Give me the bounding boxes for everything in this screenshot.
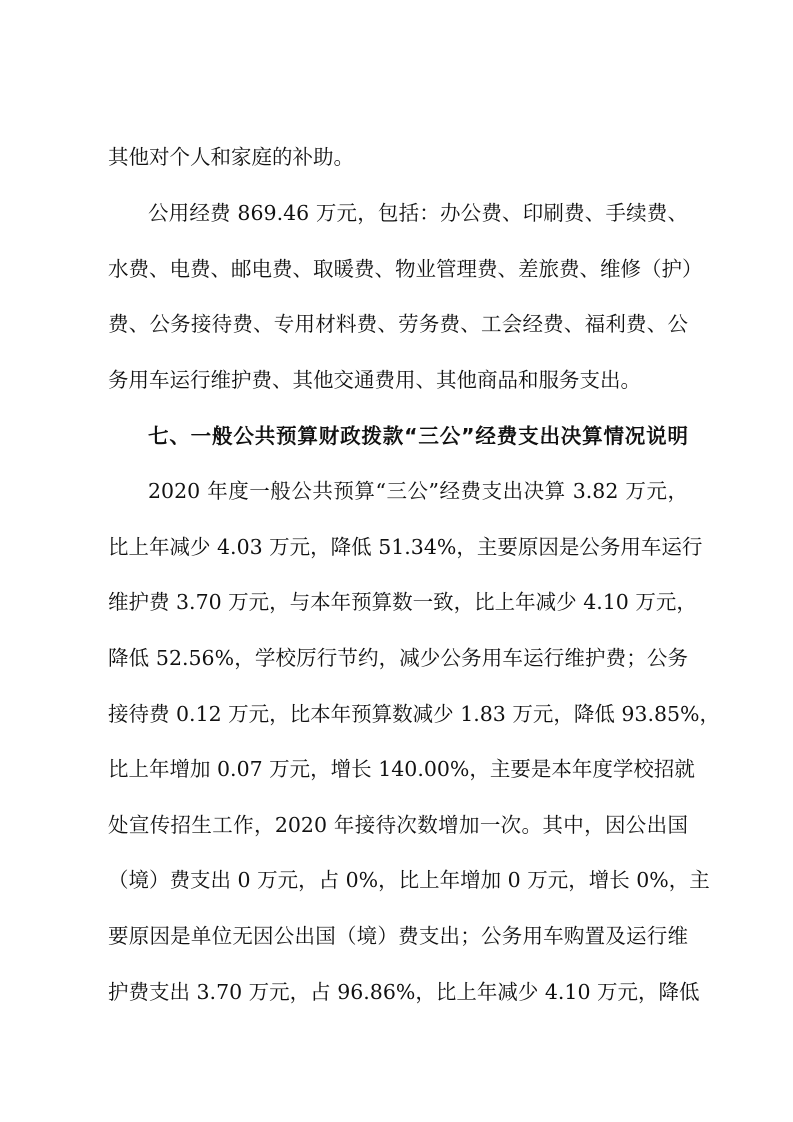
section-heading: 七、一般公共预算财政拨款“三公”经费支出决算情况说明 xyxy=(148,424,688,448)
paragraph-line: 比上年减少 4.03 万元，降低 51.34%，主要原因是公务用车运行 xyxy=(108,535,703,559)
paragraph-line: 接待费 0.12 万元，比本年预算数减少 1.83 万元，降低 93.85%， xyxy=(108,702,721,726)
paragraph-line: 护费支出 3.70 万元，占 96.86%，比上年减少 4.10 万元，降低 xyxy=(108,980,700,1004)
paragraph-line: 比上年增加 0.07 万元，增长 140.00%，主要是本年度学校招就 xyxy=(108,757,695,781)
paragraph-line: 降低 52.56%，学校厉行节约，减少公务用车运行维护费；公务 xyxy=(108,646,688,670)
paragraph-line: 处宣传招生工作，2020 年接待次数增加一次。其中，因公出国 xyxy=(108,813,688,837)
paragraph-line: 费、公务接待费、专用材料费、劳务费、工会经费、福利费、公 xyxy=(108,312,688,336)
paragraph-line: 其他对个人和家庭的补助。 xyxy=(108,145,354,169)
paragraph-line: 务用车运行维护费、其他交通费用、其他商品和服务支出。 xyxy=(108,368,641,392)
paragraph-line: 公用经费 869.46 万元，包括：办公费、印刷费、手续费、 xyxy=(148,201,688,225)
paragraph-line: 维护费 3.70 万元，与本年预算数一致，比上年减少 4.10 万元， xyxy=(108,590,697,614)
paragraph-line: 水费、电费、邮电费、取暖费、物业管理费、差旅费、维修（护） xyxy=(108,257,703,281)
paragraph-line: （境）费支出 0 万元，占 0%，比上年增加 0 万元，增长 0%，主 xyxy=(108,868,710,892)
paragraph-line: 要原因是单位无因公出国（境）费支出；公务用车购置及运行维 xyxy=(108,924,688,948)
paragraph-line: 2020 年度一般公共预算“三公”经费支出决算 3.82 万元， xyxy=(148,479,688,503)
